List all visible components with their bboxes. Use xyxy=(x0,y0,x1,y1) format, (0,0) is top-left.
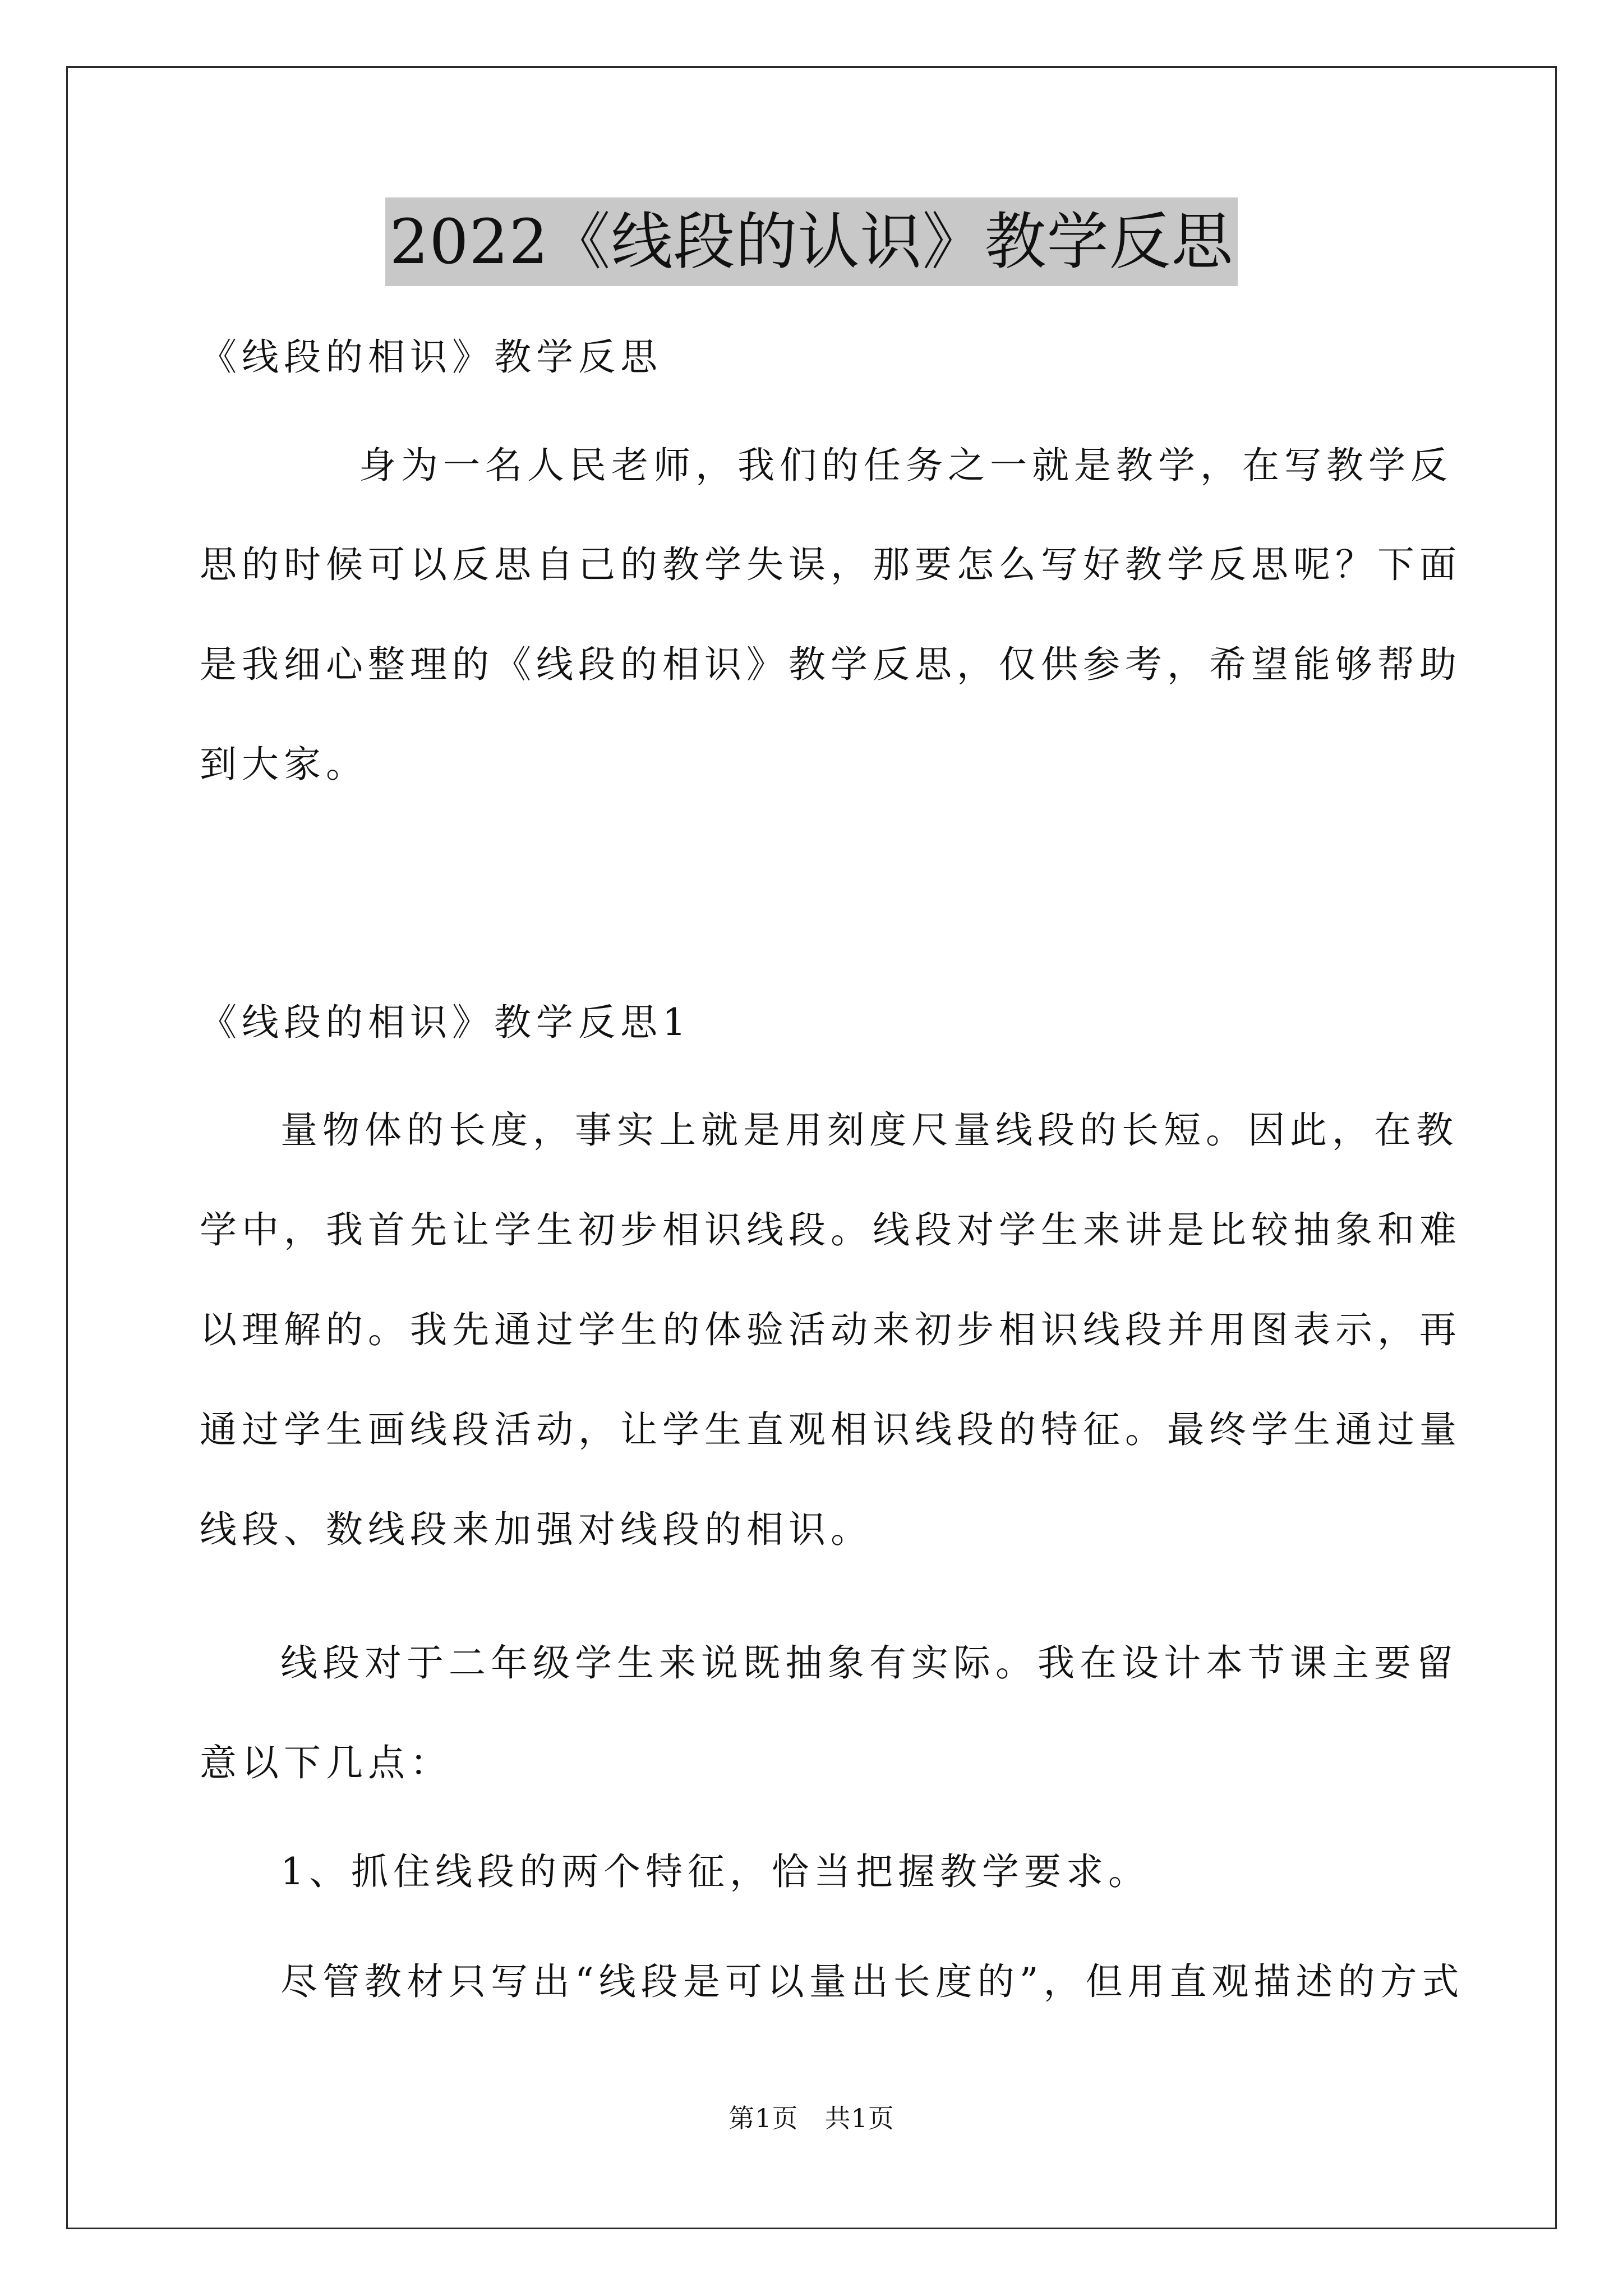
point-1: 1、抓住线段的两个特征，恰当把握教学要求。 xyxy=(280,1850,1150,1893)
para1-line-2: 学中，我首先让学生初步相识线段。线段对学生来讲是比较抽象和难 xyxy=(200,1208,1461,1251)
para1-line-4: 通过学生画线段活动，让学生直观相识线段的特征。最终学生通过量 xyxy=(200,1408,1461,1451)
intro-line-3: 是我细心整理的《线段的相识》教学反思，仅供参考，希望能够帮助 xyxy=(200,643,1461,686)
document-title: 2022《线段的认识》教学反思 xyxy=(385,197,1238,286)
intro-heading: 《线段的相识》教学反思 xyxy=(200,335,662,379)
para2-line-2: 意以下几点： xyxy=(200,1741,452,1784)
intro-line-2: 思的时候可以反思自己的教学失误，那要怎么写好教学反思呢？下面 xyxy=(200,543,1461,586)
para2-line-1: 线段对于二年级学生来说既抽象有实际。我在设计本节课主要留 xyxy=(280,1641,1458,1685)
para3-line-1: 尽管教材只写出“线段是可以量出长度的”，但用直观描述的方式 xyxy=(280,1960,1464,2003)
para1-line-5: 线段、数线段来加强对线段的相识。 xyxy=(200,1508,873,1551)
intro-line-4: 到大家。 xyxy=(200,743,368,786)
para1-line-3: 以理解的。我先通过学生的体验活动来初步相识线段并用图表示，再 xyxy=(200,1308,1461,1351)
para1-line-1: 量物体的长度，事实上就是用刻度尺量线段的长短。因此，在教 xyxy=(280,1108,1458,1152)
title-container xyxy=(0,197,1623,286)
section1-heading: 《线段的相识》教学反思1 xyxy=(200,1001,691,1044)
intro-line-1: 身为一名人民老师，我们的任务之一就是教学，在写教学反 xyxy=(359,444,1453,487)
page-footer: 第1页 共1页 xyxy=(728,2103,895,2133)
